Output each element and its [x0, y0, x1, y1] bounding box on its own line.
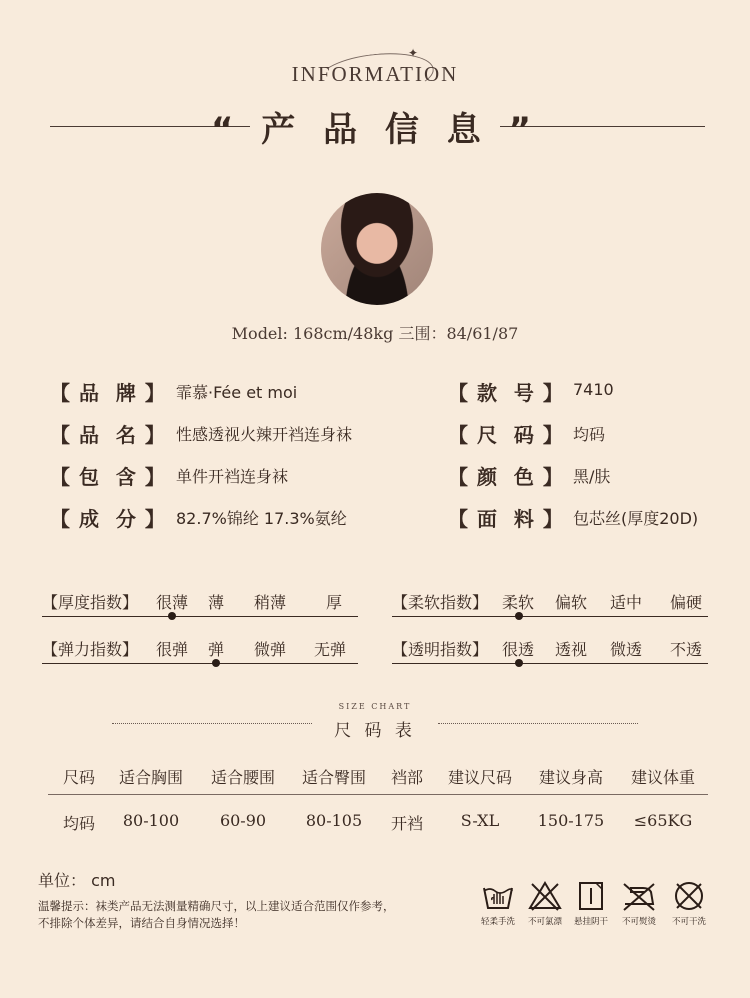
- scale-label-softness: 【柔软指数】: [392, 593, 489, 612]
- care-item: [520, 880, 570, 927]
- spec-value-composition: 82.7%锦纶 17.3%氨纶: [176, 509, 347, 528]
- table-header: 建议尺码: [447, 768, 512, 787]
- table-divider: [48, 794, 708, 795]
- scale-option: 厚: [326, 593, 343, 612]
- scale-option: 稍薄: [254, 593, 287, 612]
- scale-track: [42, 616, 358, 617]
- table-header: 建议身高: [538, 768, 603, 787]
- no-bleach-icon: [528, 880, 562, 912]
- gentle-hand-wash-icon: [481, 880, 515, 912]
- scale-option: 弹: [208, 640, 225, 659]
- sparkle-icon: ✦: [408, 46, 419, 60]
- table-header: 建议体重: [630, 768, 695, 787]
- spec-value-brand: 霏慕·Fée et moi: [176, 383, 298, 402]
- scale-option: 偏软: [555, 593, 588, 612]
- scale-option: 很透: [502, 640, 535, 659]
- scale-track: [42, 663, 358, 664]
- table-cell: 开裆: [390, 814, 423, 833]
- care-label: 悬挂阴干: [573, 917, 608, 927]
- table-header: 适合胸围: [118, 768, 183, 787]
- scale-label-transparency: 【透明指数】: [392, 640, 489, 659]
- table-cell: 60-90: [219, 811, 267, 830]
- scale-marker-transparency: [515, 659, 523, 667]
- scale-option: 很弹: [156, 640, 189, 659]
- scale-option: 微弹: [254, 640, 287, 659]
- model-measurements: Model: 168cm/48kg 三围：84/61/87: [231, 324, 519, 343]
- scale-marker-thickness: [168, 612, 176, 620]
- no-iron-icon: [621, 880, 657, 912]
- size-chart-subtitle: SIZE CHART: [338, 702, 412, 711]
- scale-track: [392, 663, 708, 664]
- model-avatar: [321, 193, 433, 305]
- scale-track: [392, 616, 708, 617]
- size-chart-rule-left: [112, 723, 312, 724]
- table-header: 裆部: [390, 768, 423, 787]
- spec-label-contents: 【 包 含 】: [50, 465, 166, 489]
- care-label: 轻柔手洗: [480, 917, 515, 927]
- unit-label: 单位： cm: [38, 871, 116, 890]
- size-chart-rule-right: [438, 723, 638, 724]
- scale-marker-softness: [515, 612, 523, 620]
- scale-label-thickness: 【厚度指数】: [42, 593, 139, 612]
- scale-marker-elasticity: [212, 659, 220, 667]
- table-header: 尺码: [62, 768, 95, 787]
- scale-option: 无弹: [314, 640, 347, 659]
- table-cell: 均码: [62, 814, 95, 833]
- care-item: [566, 880, 616, 927]
- scale-label-elasticity: 【弹力指数】: [42, 640, 139, 659]
- spec-label-name: 【 品 名 】: [50, 423, 166, 447]
- spec-value-color: 黑/肤: [573, 467, 611, 486]
- table-cell: S-XL: [460, 811, 500, 830]
- care-label: 不可熨烫: [621, 917, 656, 927]
- info-heading: INFORMATION: [291, 62, 459, 86]
- scale-option: 很薄: [156, 593, 189, 612]
- scale-option: 薄: [208, 593, 225, 612]
- table-cell: ≤65KG: [633, 811, 693, 830]
- scale-option: 微透: [610, 640, 643, 659]
- scale-option: 柔软: [502, 593, 535, 612]
- scale-option: 不透: [670, 640, 703, 659]
- spec-value-contents: 单件开裆连身袜: [176, 467, 289, 486]
- spec-value-size: 均码: [573, 425, 606, 444]
- table-cell: 150-175: [537, 811, 605, 830]
- table-header: 适合臀围: [301, 768, 366, 787]
- tip-line-2: 不排除个体差异，请结合自身情况选择！: [38, 916, 245, 930]
- table-cell: 80-100: [122, 811, 180, 830]
- page-title: “ 产 品 信 息 ”: [211, 110, 539, 150]
- spec-label-style-no: 【 款 号 】: [448, 381, 564, 405]
- spec-label-composition: 【 成 分 】: [50, 507, 166, 531]
- spec-label-brand: 【 品 牌 】: [50, 381, 166, 405]
- spec-label-color: 【 颜 色 】: [448, 465, 564, 489]
- table-cell: 80-105: [305, 811, 363, 830]
- scale-option: 适中: [610, 593, 643, 612]
- spec-value-name: 性感透视火辣开裆连身袜: [176, 425, 353, 444]
- care-label: 不可氯漂: [527, 917, 562, 927]
- care-item: [473, 880, 523, 927]
- spec-label-fabric: 【 面 料 】: [448, 507, 564, 531]
- spec-label-size: 【 尺 码 】: [448, 423, 564, 447]
- no-dry-clean-icon: [672, 880, 706, 912]
- table-header: 适合腰围: [210, 768, 275, 787]
- spec-value-fabric: 包芯丝(厚度20D): [573, 509, 699, 528]
- hang-dry-shade-icon: [574, 880, 608, 912]
- scale-option: 偏硬: [670, 593, 703, 612]
- scale-option: 透视: [555, 640, 588, 659]
- size-chart-title: 尺 码 表: [334, 721, 416, 741]
- care-label: 不可干洗: [671, 917, 706, 927]
- care-item: [614, 880, 664, 927]
- tip-line-1: 温馨提示：袜类产品无法测量精确尺寸，以上建议适合范围仅作参考，: [38, 899, 395, 913]
- spec-value-style-no: 7410: [573, 380, 614, 399]
- care-item: [664, 880, 714, 927]
